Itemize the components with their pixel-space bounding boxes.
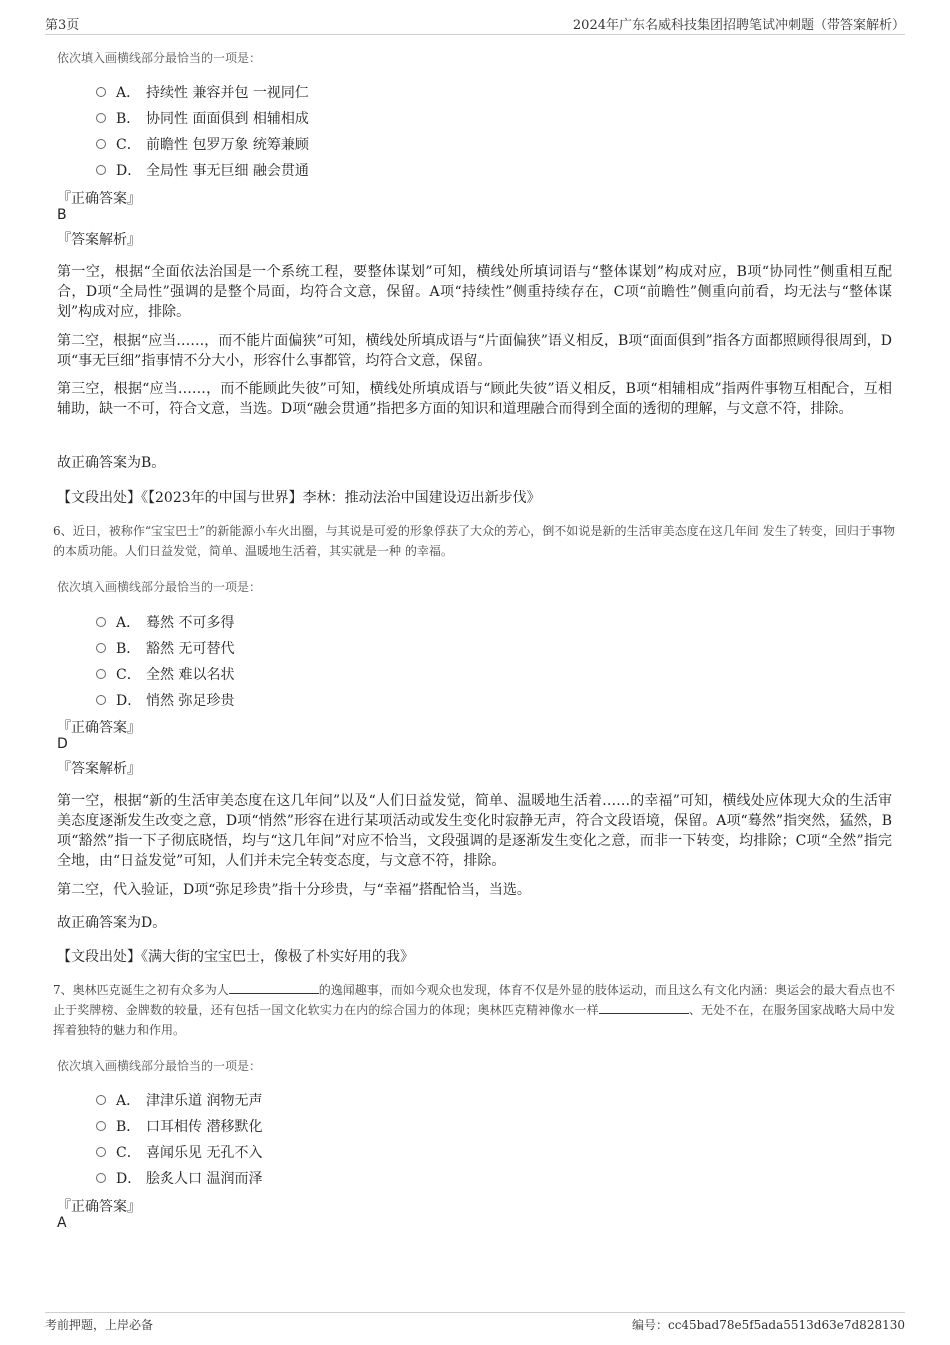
option-a[interactable]: A． 蓦然 不可多得 xyxy=(96,612,234,632)
analysis-paragraph: 第二空，代入验证，D项“弥足珍贵”指十分珍贵，与“幸福”搭配恰当，当选。 xyxy=(57,882,531,898)
analysis-label: 『答案解析』 xyxy=(57,232,141,248)
correct-answer-label: 『正确答案』 xyxy=(57,720,141,736)
option-a[interactable]: A． 津津乐道 润物无声 xyxy=(96,1090,262,1110)
radio-icon[interactable] xyxy=(96,87,106,97)
correct-answer-value: D xyxy=(57,736,68,752)
question-prompt: 依次填入画横线部分最恰当的一项是： xyxy=(57,580,262,594)
radio-icon[interactable] xyxy=(96,139,106,149)
radio-icon[interactable] xyxy=(96,165,106,175)
option-d[interactable]: D． 脍炙人口 温润而泽 xyxy=(96,1168,262,1188)
source-citation: 【文段出处】《满大街的宝宝巴士，像极了朴实好用的我》 xyxy=(57,949,414,965)
correct-answer-value: A xyxy=(57,1215,67,1231)
radio-icon[interactable] xyxy=(96,1121,106,1131)
correct-answer-value: B xyxy=(57,207,67,223)
option-b[interactable]: B． 豁然 无可替代 xyxy=(96,638,234,658)
analysis-paragraph: 第二空，根据“应当……，而不能片面偏狭”可知，横线处所填成语与“片面偏狭”语义相反，B项“面面俱到”指各方面都照顾得很周到，D项“事无巨细”指事情不分大小，形容什么事都管，均符合文意，保留。 xyxy=(57,333,892,369)
document-id: 编号：cc45bad78e5f5ada5513d63e7d828130 xyxy=(631,1318,905,1332)
radio-icon[interactable] xyxy=(96,695,106,705)
correct-answer-label: 『正确答案』 xyxy=(57,1199,141,1215)
page-number: 第3页 xyxy=(45,18,80,33)
document-title: 2024年广东名威科技集团招聘笔试冲刺题（带答案解析） xyxy=(572,18,905,33)
source-citation: 【文段出处】《【2023年的中国与世界】李林：推动法治中国建设迈出新步伐》 xyxy=(57,490,541,506)
analysis-conclusion: 故正确答案为B。 xyxy=(57,455,166,471)
question-prompt: 依次填入画横线部分最恰当的一项是： xyxy=(57,51,262,65)
footer-slogan: 考前押题，上岸必备 xyxy=(45,1318,154,1332)
option-d[interactable]: D． 全局性 事无巨细 融会贯通 xyxy=(96,160,309,180)
option-c[interactable]: C． 全然 难以名状 xyxy=(96,664,234,684)
analysis-label: 『答案解析』 xyxy=(57,761,141,777)
radio-icon[interactable] xyxy=(96,1147,106,1157)
question-text: 6、近日，被称作“宝宝巴士”的新能源小车火出圈，与其说是可爱的形象俘获了大众的芳心，倒不如说是新的生活审美态度在这几年间 发生了转变，回归于事物的本质功能。人们日益发觉，简单、温暖地生活着，其实就是一种 的幸福。 xyxy=(53,524,895,558)
page-header xyxy=(45,14,905,35)
radio-icon[interactable] xyxy=(96,669,106,679)
question-text: 7、奥林匹克诞生之初有众多为人 的逸闻趣事，而如今观众也发现，体育不仅是外显的肢体运动，而且这么有文化内涵：奥运会的最大看点也不止于奖牌榜、金牌数的较量，还有包括一国文化软实力在内的综合国力的体现；奥林匹克精神像水一样 、无处不在，在服务国家战略大局中发挥着独特的魅力和作用。 xyxy=(53,983,895,1037)
radio-icon[interactable] xyxy=(96,643,106,653)
analysis-paragraph: 第一空，根据“新的生活审美态度在这几年间”以及“人们日益发觉，简单、温暖地生活着……的幸福”可知，横线处应体现大众的生活审美态度逐渐发生改变之意，D项“悄然”形容在进行某项活动或发生变化时寂静无声，符合文段语境，保留。A项“蓦然”指突然，猛然，B项“豁然”指一下子彻底晓悟，均与“这几年间”对应不恰当，文段强调的是逐渐发生变化之意，而非一下转变，均排除；C项“全然”指完全地，由“日益发觉”可知，人们并未完全转变态度，与文意不符，排除。 xyxy=(57,793,892,869)
analysis-paragraph: 第三空，根据“应当……，而不能顾此失彼”可知，横线处所填成语与“顾此失彼”语义相反，B项“相辅相成”指两件事物互相配合，互相辅助，缺一不可，符合文意，当选。D项“融会贯通”指把多方面的知识和道理融合而得到全面的透彻的理解，与文意不符，排除。 xyxy=(57,381,892,417)
page-footer xyxy=(45,1312,905,1333)
fill-blank xyxy=(599,1001,689,1014)
radio-icon[interactable] xyxy=(96,617,106,627)
analysis-paragraph: 第一空，根据“全面依法治国是一个系统工程，要整体谋划”可知，横线处所填词语与“整体谋划”构成对应，B项“协同性”侧重相互配合，D项“全局性”强调的是整个局面，均符合文意，保留。A项“持续性”侧重持续存在，C项“前瞻性”侧重向前看，均无法与“整体谋划”构成对应，排除。 xyxy=(57,264,892,320)
fill-blank xyxy=(229,981,319,994)
radio-icon[interactable] xyxy=(96,1095,106,1105)
option-b[interactable]: B． 协同性 面面俱到 相辅相成 xyxy=(96,108,309,128)
option-c[interactable]: C． 前瞻性 包罗万象 统筹兼顾 xyxy=(96,134,309,154)
radio-icon[interactable] xyxy=(96,1173,106,1183)
radio-icon[interactable] xyxy=(96,113,106,123)
analysis-conclusion: 故正确答案为D。 xyxy=(57,915,167,931)
option-c[interactable]: C． 喜闻乐见 无孔不入 xyxy=(96,1142,262,1162)
correct-answer-label: 『正确答案』 xyxy=(57,191,141,207)
option-d[interactable]: D． 悄然 弥足珍贵 xyxy=(96,690,234,710)
question-prompt: 依次填入画横线部分最恰当的一项是： xyxy=(57,1059,262,1073)
option-a[interactable]: A． 持续性 兼容并包 一视同仁 xyxy=(96,82,309,102)
option-b[interactable]: B． 口耳相传 潜移默化 xyxy=(96,1116,262,1136)
